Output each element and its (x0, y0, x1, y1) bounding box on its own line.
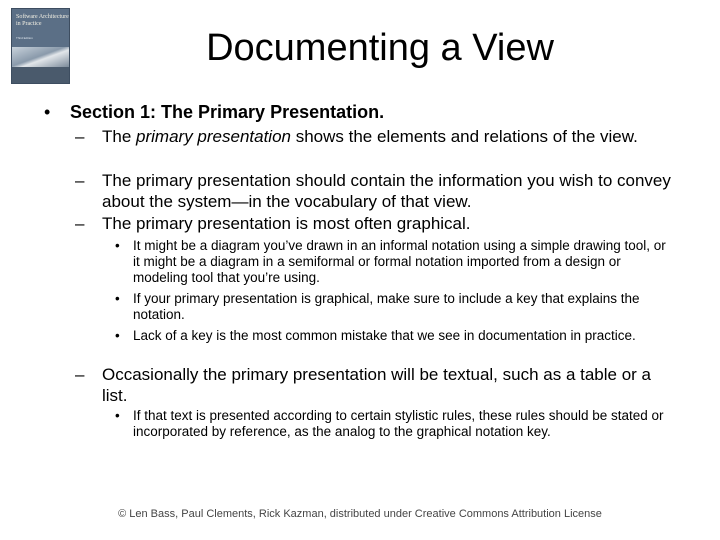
sub-bullet-2 (75, 171, 675, 212)
sub-sub-bullet-3 (115, 328, 675, 344)
sub-bullet-3 (75, 214, 675, 235)
dash-marker: – (75, 127, 85, 146)
sub-bullet-1-text (102, 127, 675, 148)
sub-bullet-4-text: Occasionally the primary presentation will be textual, such as a table or a list. (102, 365, 651, 405)
dash-marker: – (75, 365, 85, 384)
bullet-marker: • (44, 102, 51, 122)
dot-marker: • (115, 291, 120, 306)
sub-sub-bullet-4 (115, 408, 675, 440)
sub-bullet-3-text: The primary presentation is most often graphical. (102, 214, 471, 233)
sub-bullet-2-text: The primary presentation should contain the information you wish to convey about the system—in the vocabulary of that view. (102, 171, 671, 211)
sub-bullet-1 (75, 127, 675, 148)
dot-marker: • (115, 238, 120, 253)
bullet-section-text: Section 1: The Primary Presentation. (70, 102, 385, 122)
sub-sub-bullet-1 (115, 238, 675, 286)
book-cover-title: Software Architecture in Practice (16, 14, 69, 27)
sub-bullet-1-tail: shows the elements and relations of the view. (291, 127, 638, 146)
sub-sub-bullet-3-text: Lack of a key is the most common mistake that we see in documentation in practice. (133, 328, 636, 343)
sub-sub-bullet-2-text: If your primary presentation is graphical, make sure to include a key that explains the notation. (133, 291, 640, 322)
dash-marker: – (75, 171, 85, 190)
sub-sub-bullet-2 (115, 291, 675, 323)
dot-marker: • (115, 408, 120, 423)
sub-bullet-1-lead: The (102, 127, 137, 146)
sub-bullet-1-emphasis: primary presentation (136, 127, 291, 146)
book-cover-edition: Third Edition (16, 36, 33, 40)
copyright-footer: © Len Bass, Paul Clements, Rick Kazman, distributed under Creative Commons Attribution License (118, 508, 602, 520)
slide-title: Documenting a View (206, 27, 554, 69)
sub-bullet-4 (75, 365, 675, 406)
dot-marker: • (115, 328, 120, 343)
dash-marker: – (75, 214, 85, 233)
sub-sub-bullet-1-text: It might be a diagram you’ve drawn in an informal notation using a simple drawing tool, or it might be a diagram in a semiformal or formal notation imported from a design or modeling tool that you’re using. (133, 238, 666, 285)
sub-sub-bullet-4-text: If that text is presented according to certain stylistic rules, these rules should be stated or incorporated by reference, as the analog to the graphical notation key. (133, 408, 664, 439)
